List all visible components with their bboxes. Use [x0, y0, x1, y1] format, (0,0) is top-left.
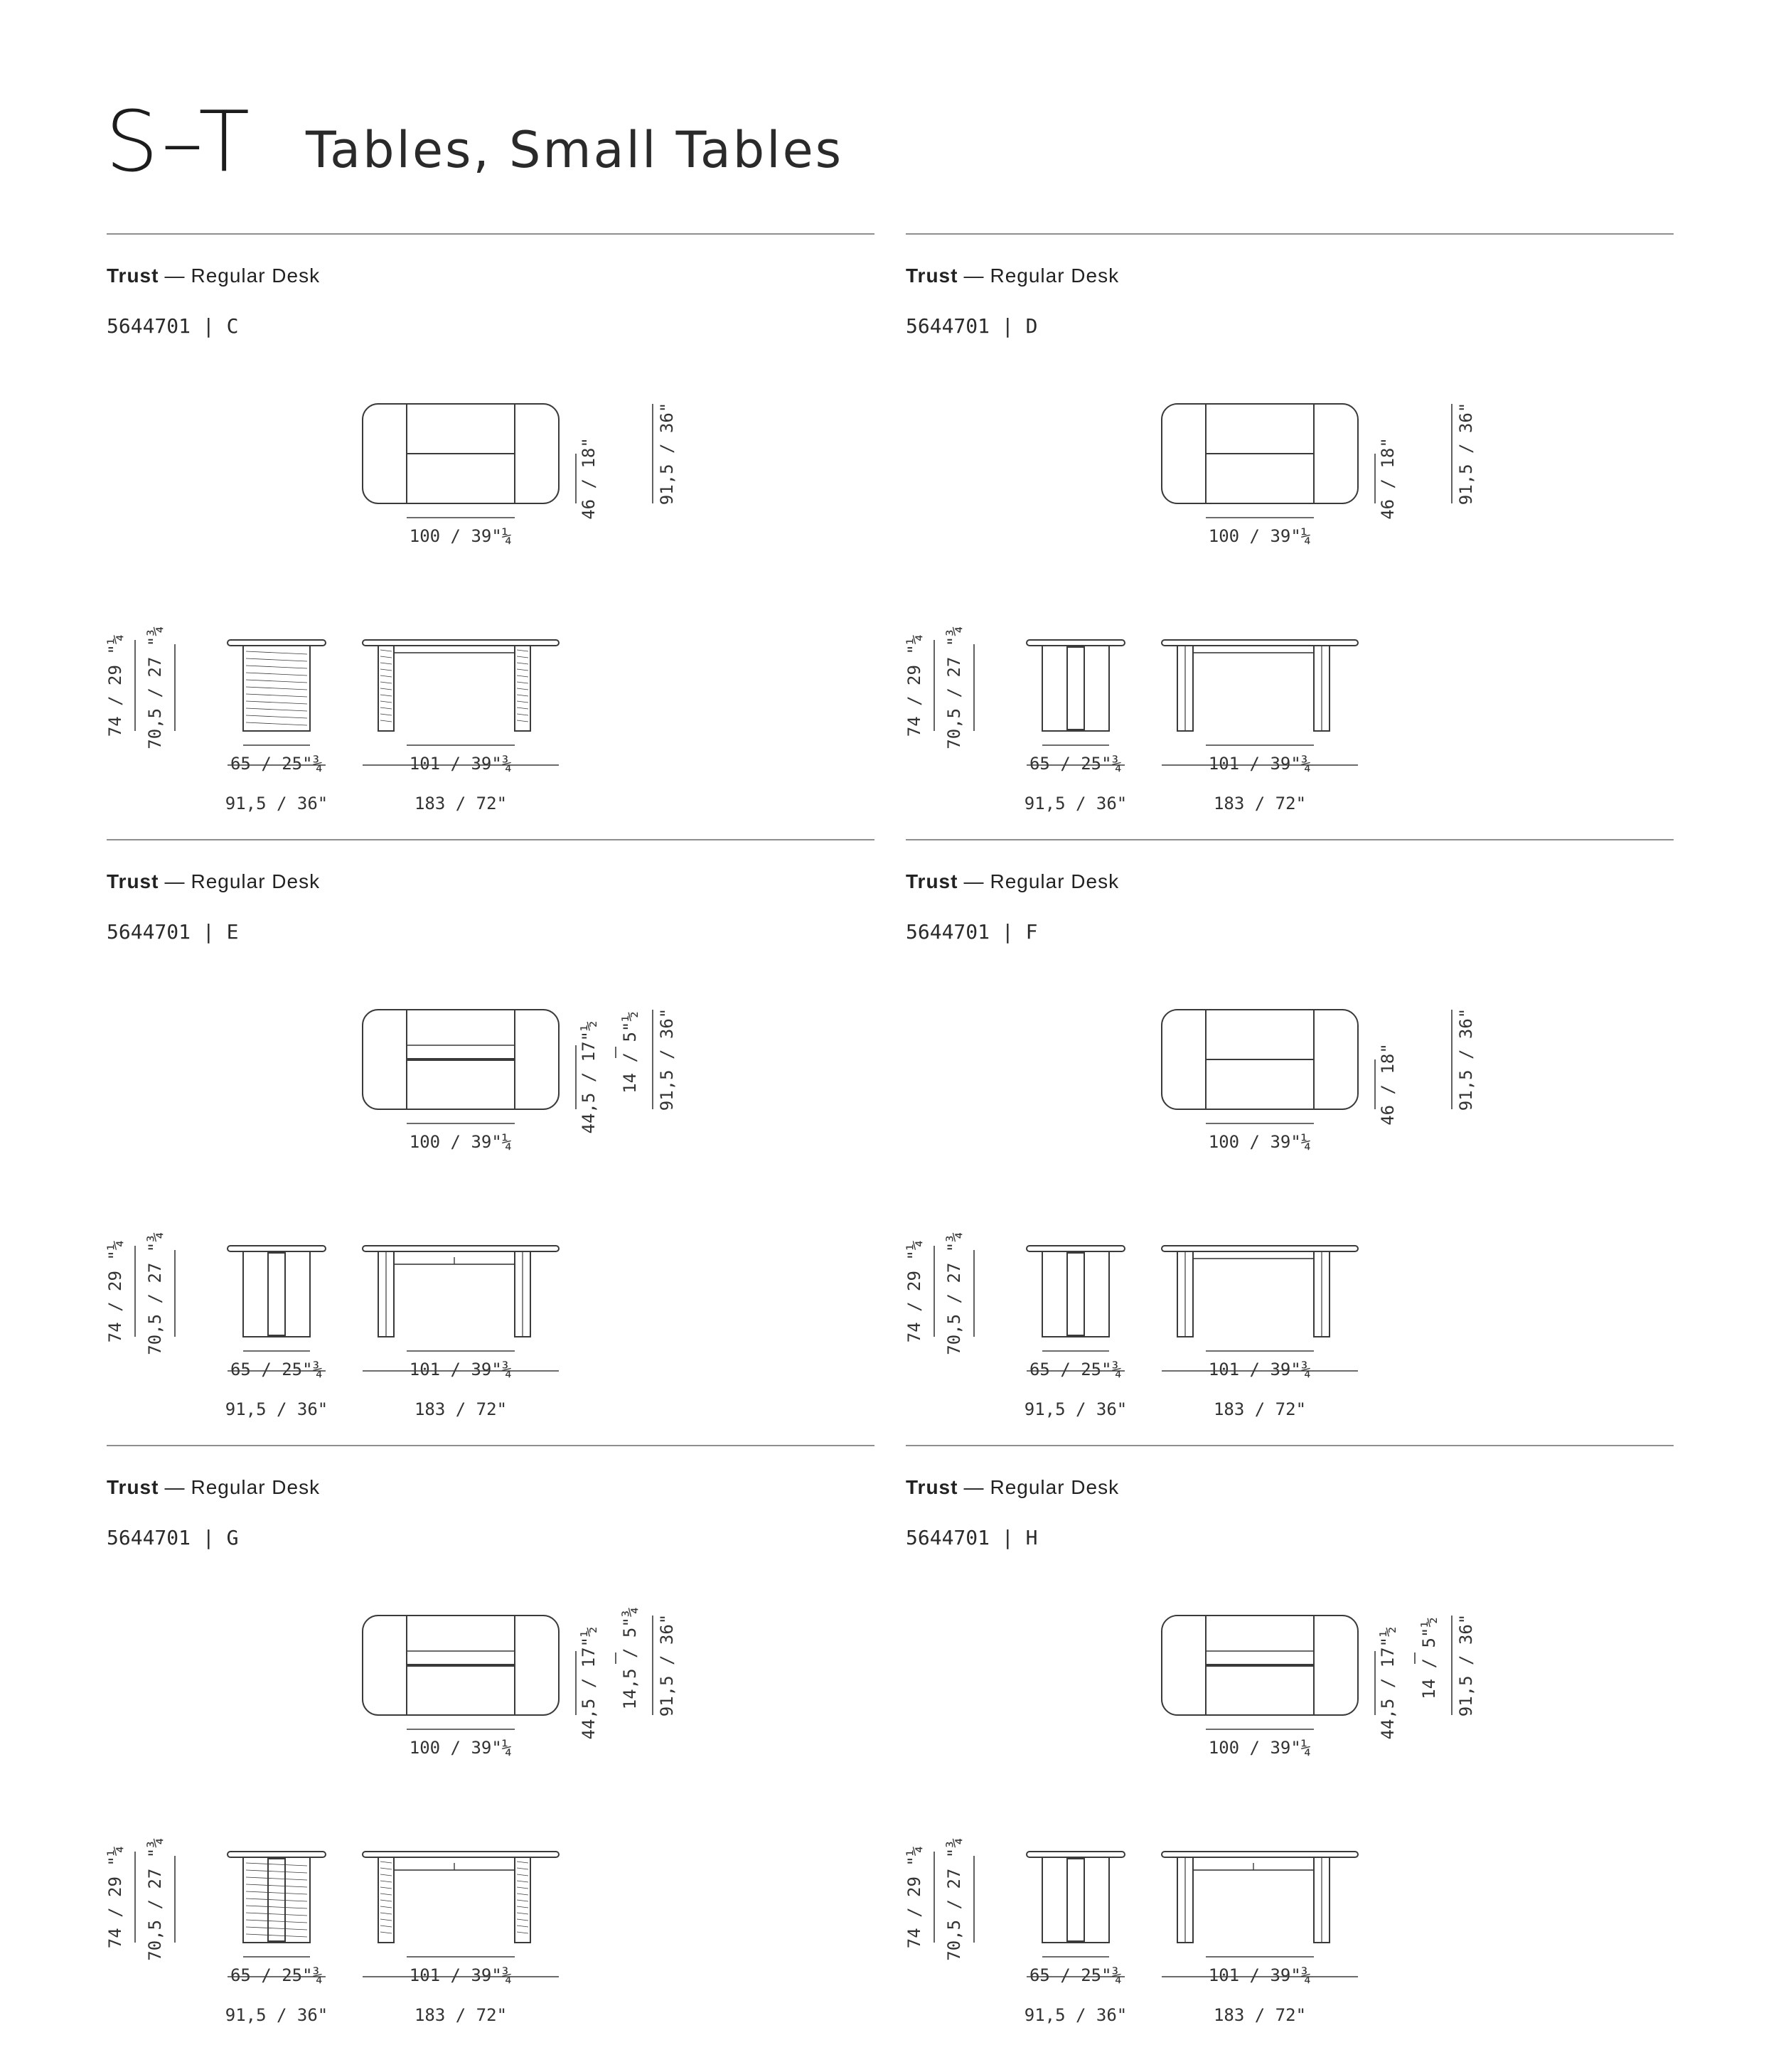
- name-separator: —: [164, 1476, 186, 1498]
- dim-width: 100 / 39"¼: [1208, 526, 1312, 546]
- dim-front-outer: 183 / 72": [414, 2005, 508, 2025]
- grain-line: [246, 715, 307, 718]
- dim-clearance: 70,5 / 27 "¾: [944, 626, 964, 749]
- dim-width: 100 / 39"¼: [1208, 1132, 1312, 1152]
- plan-view: [1162, 402, 1476, 546]
- section-code: S–T: [105, 92, 253, 191]
- dim-side-inner: 65 / 25"¾: [1029, 1965, 1123, 1985]
- dim-inner-depth: 46 / 18": [1378, 1043, 1398, 1126]
- drawer-front: [407, 1058, 515, 1061]
- dim-side-inner: 65 / 25"¾: [1029, 1360, 1123, 1379]
- grain-line: [246, 680, 307, 683]
- grain-line: [380, 663, 392, 664]
- grain-line: [517, 695, 528, 696]
- grain-line: [517, 1900, 528, 1901]
- dim-side-outer: 91,5 / 36": [1024, 1399, 1128, 1419]
- grain-line: [380, 1862, 392, 1863]
- grain-line: [517, 669, 528, 671]
- grain-line: [517, 1881, 528, 1882]
- dim-side-inner: 65 / 25"¾: [230, 1965, 323, 1985]
- elevation-views: [105, 1837, 559, 2025]
- name-separator: —: [963, 1476, 985, 1498]
- dim-total-depth: 91,5 / 36": [1456, 1613, 1476, 1717]
- dim-front-inner: 101 / 39"¾: [409, 1360, 513, 1379]
- grain-line: [380, 1926, 392, 1927]
- elevation-views: [105, 1232, 559, 1419]
- product-brand: Trust: [107, 870, 159, 892]
- dim-drawer-depth: 14,5 / 5"¾: [620, 1606, 640, 1710]
- grain-line: [517, 1906, 528, 1908]
- dim-height: 74 / 29 "¼: [105, 1845, 125, 1949]
- drawer-front: [1206, 1664, 1314, 1667]
- grain-line: [246, 701, 307, 704]
- grain-line: [246, 722, 307, 725]
- product-code: 5644701 | C: [107, 314, 239, 338]
- dim-side-outer: 91,5 / 36": [1024, 794, 1128, 813]
- plan-view: [1162, 1008, 1476, 1152]
- grain-line: [380, 1887, 392, 1889]
- side-leg-panel: [1042, 1251, 1109, 1337]
- dim-width: 100 / 39"¼: [409, 1738, 513, 1758]
- side-center-slot: [1067, 647, 1084, 730]
- dim-total-depth: 91,5 / 36": [1456, 1008, 1476, 1111]
- dim-front-outer: 183 / 72": [1213, 794, 1307, 813]
- grain-line: [380, 1919, 392, 1921]
- front-top: [363, 640, 559, 646]
- grain-line: [517, 1926, 528, 1927]
- dim-total-depth: 91,5 / 36": [657, 1008, 677, 1111]
- grain-line: [246, 687, 307, 690]
- grain-line: [246, 1891, 307, 1894]
- dim-side-inner: 65 / 25"¾: [1029, 754, 1123, 774]
- dim-drawer-depth: 14 / 5"½: [1419, 1617, 1439, 1699]
- grain-line: [380, 1881, 392, 1882]
- elevation-views: [904, 1232, 1358, 1419]
- dim-height: 74 / 29 "¼: [105, 634, 125, 737]
- dim-total-depth: 91,5 / 36": [657, 402, 677, 506]
- grain-line: [517, 1894, 528, 1895]
- dim-width: 100 / 39"¼: [1208, 1738, 1312, 1758]
- side-top: [1027, 1852, 1125, 1857]
- grain-line: [517, 707, 528, 709]
- side-leg-panel: [1042, 646, 1109, 731]
- grain-line: [517, 675, 528, 677]
- grain-line: [246, 1934, 307, 1937]
- product-code: 5644701 | D: [906, 314, 1038, 338]
- grain-line: [380, 707, 392, 709]
- grain-line: [380, 675, 392, 677]
- dim-total-depth: 91,5 / 36": [657, 1613, 677, 1717]
- dim-inner-depth: 44,5 / 17"½: [579, 1020, 599, 1134]
- side-top: [1027, 1246, 1125, 1251]
- product-brand: Trust: [107, 1476, 159, 1498]
- dim-side-inner: 65 / 25"¾: [230, 1360, 323, 1379]
- front-top: [1162, 1852, 1358, 1857]
- dim-front-outer: 183 / 72": [414, 794, 508, 813]
- grain-line: [246, 1899, 307, 1901]
- grain-line: [246, 1913, 307, 1916]
- dim-front-inner: 101 / 39"¾: [409, 1965, 513, 1985]
- grain-line: [380, 1868, 392, 1869]
- dim-side-outer: 91,5 / 36": [1024, 2005, 1128, 2025]
- product-card-g: [107, 1445, 874, 2051]
- name-separator: —: [164, 265, 186, 287]
- dim-side-inner: 65 / 25"¾: [230, 754, 323, 774]
- product-brand: Trust: [906, 1476, 958, 1498]
- grain-line: [517, 720, 528, 722]
- grain-line: [246, 658, 307, 661]
- dim-height: 74 / 29 "¼: [904, 1239, 924, 1343]
- dim-clearance: 70,5 / 27 "¾: [145, 1232, 165, 1355]
- grain-line: [246, 673, 307, 675]
- grain-line: [380, 682, 392, 683]
- dim-side-outer: 91,5 / 36": [225, 2005, 328, 2025]
- grain-line: [517, 682, 528, 683]
- grain-line: [380, 650, 392, 651]
- dim-clearance: 70,5 / 27 "¾: [944, 1232, 964, 1355]
- grain-line: [246, 1927, 307, 1930]
- side-center-slot: [268, 1253, 285, 1335]
- dim-height: 74 / 29 "¼: [904, 634, 924, 737]
- name-separator: —: [963, 265, 985, 287]
- front-apron: [1193, 1251, 1314, 1259]
- grain-line: [380, 1906, 392, 1908]
- front-top: [1162, 640, 1358, 646]
- grain-line: [517, 663, 528, 664]
- grain-line: [246, 1870, 307, 1873]
- side-top: [228, 640, 326, 646]
- grain-line: [380, 701, 392, 703]
- dim-drawer-depth: 14 / 5"½: [620, 1011, 640, 1094]
- front-top: [363, 1852, 559, 1857]
- dim-height: 74 / 29 "¼: [105, 1239, 125, 1343]
- dim-height: 74 / 29 "¼: [904, 1845, 924, 1949]
- dim-front-inner: 101 / 39"¾: [1208, 1360, 1312, 1379]
- product-card-h: [906, 1445, 1674, 2051]
- dim-width: 100 / 39"¼: [409, 1132, 513, 1152]
- dim-inner-depth: 46 / 18": [579, 437, 599, 520]
- dim-inner-depth: 44,5 / 17"½: [1378, 1626, 1398, 1740]
- grain-line: [246, 651, 307, 654]
- grain-line: [517, 1862, 528, 1863]
- plan-view: [363, 1607, 677, 1758]
- grain-line: [517, 714, 528, 715]
- product-type: Regular Desk: [990, 265, 1120, 287]
- grain-line: [246, 666, 307, 668]
- product-card-c: [107, 233, 874, 839]
- dim-front-inner: 101 / 39"¾: [1208, 754, 1312, 774]
- side-leg-panel: [243, 1251, 310, 1337]
- section-title: Tables, Small Tables: [306, 121, 844, 179]
- technical-drawing: [107, 840, 874, 1445]
- product-type: Regular Desk: [191, 1476, 321, 1498]
- grain-line: [517, 650, 528, 651]
- product-type: Regular Desk: [191, 870, 321, 892]
- grain-line: [517, 1887, 528, 1889]
- product-brand: Trust: [906, 870, 958, 892]
- grain-line: [246, 1920, 307, 1923]
- product-brand: Trust: [906, 265, 958, 287]
- grain-line: [246, 1863, 307, 1866]
- grain-line: [380, 1874, 392, 1876]
- side-center-slot: [1067, 1253, 1084, 1335]
- dim-clearance: 70,5 / 27 "¾: [145, 1837, 165, 1961]
- technical-drawing: [107, 1446, 874, 2051]
- grain-line: [380, 1894, 392, 1895]
- grain-line: [380, 695, 392, 696]
- grain-line: [246, 708, 307, 711]
- grain-line: [517, 701, 528, 703]
- dim-front-inner: 101 / 39"¾: [409, 754, 513, 774]
- technical-drawing: [906, 235, 1674, 839]
- grain-line: [246, 1877, 307, 1880]
- product-type: Regular Desk: [191, 265, 321, 287]
- grain-line: [246, 1884, 307, 1887]
- elevation-views: [904, 1837, 1358, 2025]
- dim-front-outer: 183 / 72": [414, 1399, 508, 1419]
- plan-view: [363, 402, 677, 546]
- product-card-f: [906, 839, 1674, 1445]
- product-type: Regular Desk: [990, 870, 1120, 892]
- dim-inner-depth: 44,5 / 17"½: [579, 1626, 599, 1740]
- dim-side-outer: 91,5 / 36": [225, 794, 328, 813]
- product-brand: Trust: [107, 265, 159, 287]
- dim-inner-depth: 46 / 18": [1378, 437, 1398, 520]
- product-code: 5644701 | F: [906, 920, 1038, 944]
- technical-drawing: [107, 235, 874, 839]
- front-apron: [1193, 646, 1314, 653]
- grain-line: [380, 1900, 392, 1901]
- grain-line: [380, 714, 392, 715]
- grain-line: [246, 1906, 307, 1908]
- name-separator: —: [164, 870, 186, 892]
- dim-side-outer: 91,5 / 36": [225, 1399, 328, 1419]
- dim-front-outer: 183 / 72": [1213, 1399, 1307, 1419]
- grain-line: [380, 656, 392, 658]
- elevation-views: [105, 626, 559, 813]
- dim-clearance: 70,5 / 27 "¾: [944, 1837, 964, 1961]
- product-code: 5644701 | E: [107, 920, 239, 944]
- product-code: 5644701 | G: [107, 1526, 239, 1549]
- product-code: 5644701 | H: [906, 1526, 1038, 1549]
- side-center-slot: [1067, 1859, 1084, 1941]
- grain-line: [517, 1913, 528, 1914]
- front-top: [1162, 1246, 1358, 1251]
- drawer-front: [407, 1664, 515, 1667]
- grain-line: [517, 656, 528, 658]
- product-type: Regular Desk: [990, 1476, 1120, 1498]
- dim-width: 100 / 39"¼: [409, 526, 513, 546]
- name-separator: —: [963, 870, 985, 892]
- grain-line: [380, 1913, 392, 1914]
- grain-line: [517, 688, 528, 690]
- plan-view: [363, 1008, 677, 1152]
- grain-line: [380, 688, 392, 690]
- product-card-e: [107, 839, 874, 1445]
- technical-drawing: [906, 840, 1674, 1445]
- dim-front-outer: 183 / 72": [1213, 2005, 1307, 2025]
- plan-view: [1162, 1614, 1476, 1758]
- side-leg-panel: [1042, 1857, 1109, 1943]
- side-top: [228, 1246, 326, 1251]
- technical-drawing: [906, 1446, 1674, 2051]
- dim-clearance: 70,5 / 27 "¾: [145, 626, 165, 749]
- grain-line: [380, 669, 392, 671]
- grain-line: [517, 1919, 528, 1921]
- product-card-d: [906, 233, 1674, 839]
- elevation-views: [904, 626, 1358, 813]
- grain-line: [380, 720, 392, 722]
- front-apron: [394, 646, 515, 653]
- grain-line: [517, 1874, 528, 1876]
- grain-line: [517, 1868, 528, 1869]
- grain-line: [246, 694, 307, 697]
- dim-front-inner: 101 / 39"¾: [1208, 1965, 1312, 1985]
- dim-total-depth: 91,5 / 36": [1456, 402, 1476, 506]
- grain-line: [517, 1932, 528, 1933]
- grain-line: [380, 1932, 392, 1933]
- front-top: [363, 1246, 559, 1251]
- side-top: [228, 1852, 326, 1857]
- side-top: [1027, 640, 1125, 646]
